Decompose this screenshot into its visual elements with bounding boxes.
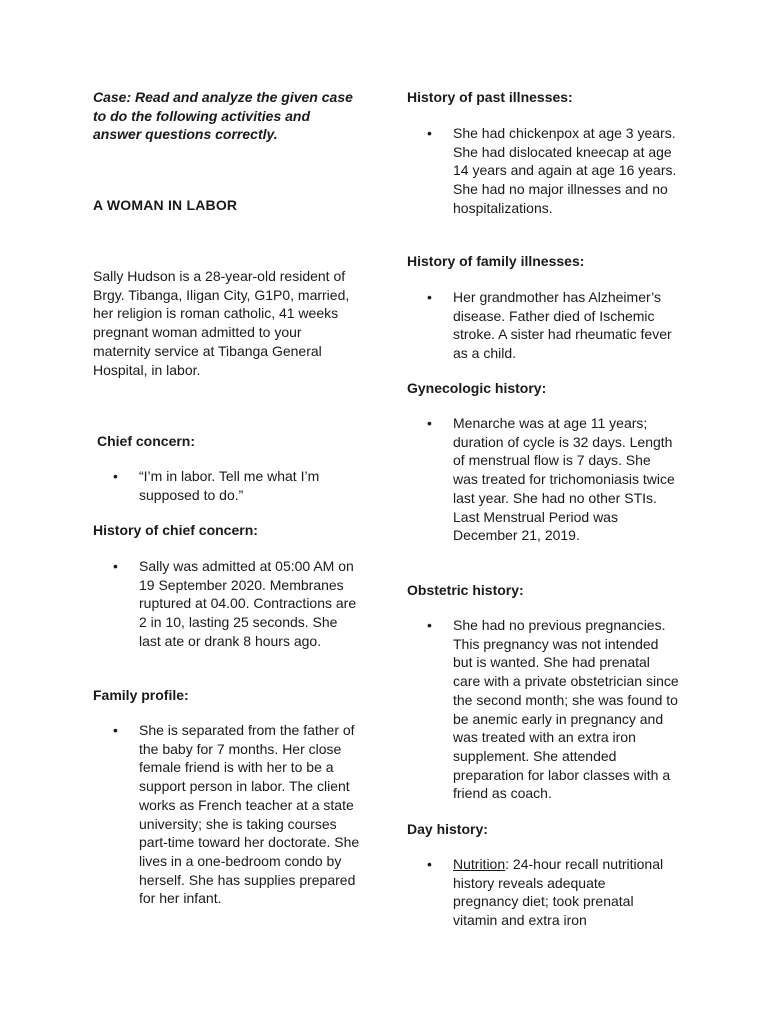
family-profile-text: She is separated from the father of the baby for 7 months. Her close female friend is with her to be a support person in labor. The client works as French teacher at a state university; she is taking courses part-time toward her doctorate. She lives in a one-bedroom condo by herself. She has supplies prepared for her infant. [139,722,360,907]
obstetric-text: She had no previous pregnancies. This pregnancy was not intended but is wanted. She had prenatal care with a private obstetrician since the second month; she was found to be anemic early in pregnancy and was treated with an extra iron supplement. She attended preparation for labor classes with a friend as coach. [453,617,679,802]
case-summary-paragraph: Sally Hudson is a 28-year-old resident of Brgy. Tibanga, Iligan City, G1P0, married, her religion is roman catholic, 41 weeks pregnant woman admitted to your maternity service at Tibanga General Hospital, in labor. [93,268,350,378]
bullet-icon: • [113,722,118,738]
history-chief-concern-text: Sally was admitted at 05:00 AM on 19 September 2020. Membranes ruptured at 04.00. Contractions are 2 in 10, lasting 25 seconds. She last ate or drank 8 hours ago. [139,558,357,649]
bullet-icon: • [427,617,432,633]
nutrition-text: : 24-hour recall nutritional history reveals adequate pregnancy diet; took prenatal vitamin and extra iron [453,856,664,929]
bullet-icon: • [427,415,432,431]
family-illnesses-heading: History of family illnesses: [407,253,585,269]
past-illnesses-heading: History of past illnesses: [407,89,573,105]
case-title: A WOMAN IN LABOR [93,197,238,213]
nutrition-text-block [453,855,668,930]
chief-concern-text: “I’m in labor. Tell me what I’m supposed to do.” [139,468,320,503]
family-illnesses-text: Her grandmother has Alzheimer’s disease. Father died of Ischemic stroke. A sister had rheumatic fever as a child. [453,289,672,362]
bullet-icon: • [427,289,432,305]
bullet-icon: • [427,856,432,872]
past-illnesses-text: She had chickenpox at age 3 years. She had dislocated kneecap at age 14 years and again at age 16 years. She had no major illnesses and no hospitalizations. [453,125,677,216]
bullet-icon: • [113,558,118,574]
gynecologic-text: Menarche was at age 11 years; duration of cycle is 32 days. Length of menstrual flow is 7 days. She was treated for trichomoniasis twice last year. She had no other STIs. Last Menstrual Period was December 21, 2019. [453,415,675,544]
chief-concern-heading: Chief concern: [97,433,196,449]
history-chief-concern-heading: History of chief concern: [93,522,258,538]
case-instructions: Case: Read and analyze the given case to do the following activities and answer questions correctly. [93,89,353,143]
obstetric-heading: Obstetric history: [407,582,524,598]
bullet-icon: • [113,468,118,484]
gynecologic-heading: Gynecologic history: [407,380,547,396]
family-profile-heading: Family profile: [93,687,189,703]
day-history-heading: Day history: [407,821,488,837]
bullet-icon: • [427,125,432,141]
nutrition-label: Nutrition [453,856,506,872]
